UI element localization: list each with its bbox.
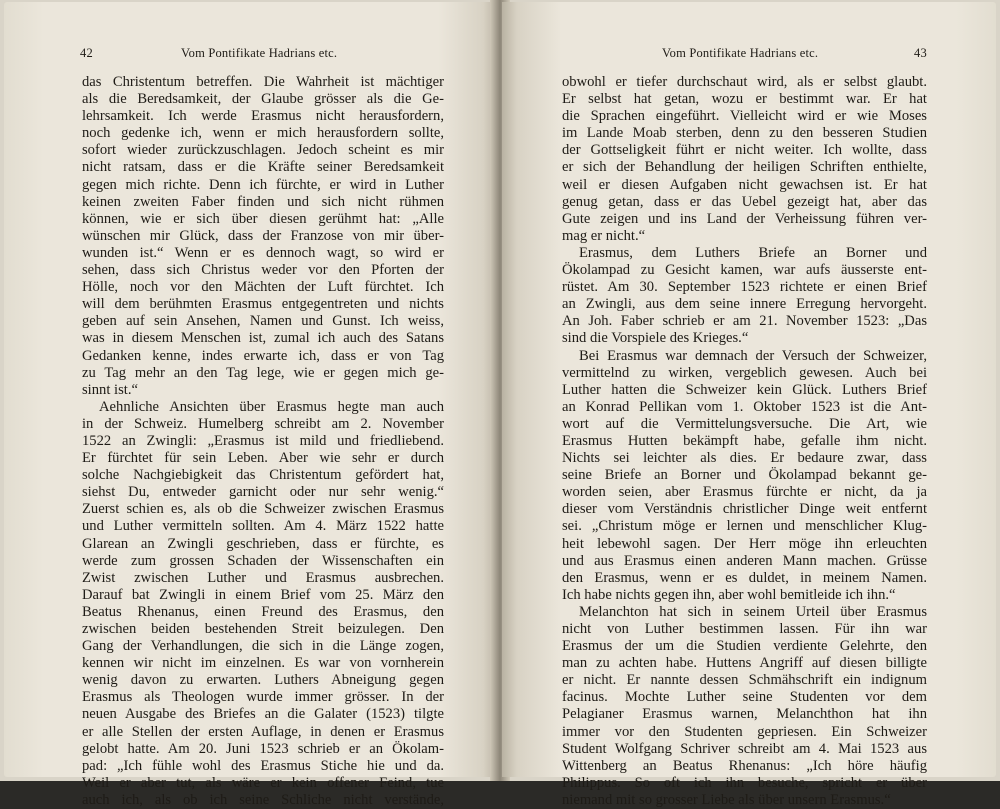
text-line: Zwist zwischen Luther und Erasmus ausbrechen. [82,569,444,586]
text-line: an Zwingli, aus dem seine innere Erregung hervorgeht. [562,296,927,313]
text-line: mag er nicht.“ [562,227,646,244]
text-line: 1522 an Zwingli: „Erasmus ist mild und friedliebend. [82,432,444,449]
page-body [82,74,444,809]
text-line: obwohl er tiefer durchschaut wird, als er selbst glaubt. [562,74,927,90]
text-line: seine Briefe an Borner und Ökolampad bekannt ge- [562,467,927,484]
text-line: im Lande Moab sterben, denn zu den besseren Studien [562,125,927,142]
text-line: genug getan, dass er das Uebel gezeigt hat, aber das [562,193,927,210]
right-page [502,2,996,808]
text-line: die Sprachen eingeführt. Vielleicht wird er wie Moses [562,108,927,125]
text-line: Student Wolfgang Schriver schreibt am 4. Mai 1523 aus [562,740,927,757]
running-head: Vom Pontifikate Hadrians etc. [662,46,819,60]
text-line: Er fürchtet für sein Leben. Aber wie sehr er durch [82,450,444,467]
text-line: gegen mich richte. Denn ich fürchte, er wird in Luther [82,176,444,193]
left-page [4,2,498,808]
text-line: wenig davon zu erwarten. Luthers Abneigung gegen [82,672,444,689]
text-line: Aehnliche Ansichten über Erasmus hegte man auch [99,398,444,415]
text-line: siehst Du, entweder garnicht oder nur sehr wenig.“ [82,484,444,501]
text-line: neuen Ausgabe des Briefes an die Galater (1523) tilgte [82,706,444,723]
text-line: wort auf die Vermittelungsversuche. Die Art, wie [562,415,927,432]
text-line: solche Nachgiebigkeit das Christentum gefördert hat, [82,467,444,484]
text-line: Glarean an Zwingli geschrieben, dass er fürchte, es [82,535,444,552]
text-line: man zu achten habe. Huttens Angriff auf diesen billigte [562,655,927,672]
text-line: lehrsamkeit. Ich werde Erasmus nicht herausfordern, [82,108,444,125]
text-line: zu Tag mehr an den Tag lege, wie er gegen mich ge- [82,364,444,381]
text-line: Er selbst hat getan, wozu er bestimmt war. Er hat [562,91,927,108]
text-line: Darauf bat Zwingli in einem Brief vom 25. März den [82,586,444,603]
text-line: zwischen beiden bestehenden Streit beizulegen. Den [82,621,444,637]
text-line: Gang der Verhandlungen, die sich in die Länge zogen, [82,638,444,655]
text-line: heit lebewohl sagen. Der Herr möge ihn erleuchten [562,535,927,552]
text-line: Nichts sei leichter als dies. Er bedaure zwar, dass [562,450,927,467]
text-line: will dem berühmten Erasmus entgegentreten und nichts [82,296,444,313]
text-line: den Erasmus, wenn er es duldet, in meinem Namen. [562,569,927,586]
text-line: wunden ist.“ Wenn er es dennoch wagt, so wird er [82,244,444,261]
text-line: noch gedenke ich, wenn er mich herausfordern sollte, [82,125,444,142]
text-line: Gute zeigen und ins Land der Verheissung führen ver- [562,210,927,227]
text-line: auch ich, als ob ich seine Schliche nicht verstände, [82,791,444,808]
text-line: werde zum grossen Schaden der Wissenschaften ein [82,552,444,569]
text-line: wünschen mir Glück, dass der Franzose von mir über- [82,227,444,244]
text-line: nicht von Luther bestimmen lassen. Für ihn war [562,621,927,637]
text-line: sinnt ist.“ [82,381,138,398]
running-head: Vom Pontifikate Hadrians etc. [181,46,338,60]
text-line: facinus. Mochte Luther seine Studenten vor dem [562,689,927,706]
text-line: in der Schweiz. Humelberg schreibt am 2. November [82,415,444,432]
text-line: können, wie er sich über diesen gerühmt hat: „Alle [82,210,444,227]
text-line: Bei Erasmus war demnach der Versuch der Schweizer, [579,347,927,364]
text-line: sehen, dass sich Christus weder vor den Pforten der [82,262,444,279]
text-line: als die Beredsamkeit, der Glaube grösser als die Ge- [82,91,444,108]
text-line: sofort wieder zurückzuschlagen. Jedoch scheint es mir [82,142,444,159]
text-line: an Konrad Pellikan vom 1. Oktober 1523 ist die Ant- [562,398,927,415]
text-line: Wittenberg an Beatus Rhenanus: „Ich höre häufig [562,757,927,774]
text-line: vermittelnd zu wirken, vergeblich gewesen. Auch bei [562,364,927,381]
text-line: sind die Vorspiele des Krieges.“ [562,330,749,347]
text-line: Erasmus Hutten bekämpft habe, gefalle ihm nicht. [562,432,927,449]
text-line: worden seien, aber Erasmus fürchte er nicht, da ja [562,484,927,501]
text-line: nicht ratsam, dass er die Kräfte seiner Beredsamkeit [82,159,444,176]
text-line: kennen wir nicht im einzelnen. Es war von vornherein [82,655,444,672]
text-line: Ökolampad zu Gesicht kamen, war aufs äusserste ent- [562,262,927,279]
text-line: rüstet. Am 30. September 1523 richtete er einen Brief [562,279,927,296]
text-line: immer vor den Studenten gepriesen. Ein Schweizer [562,723,927,740]
text-line: Philippus. So oft ich ihn besuche, spricht er über [562,774,927,791]
text-line: keinen zweiten Faber finden und sich nicht rühmen [82,193,444,210]
text-line: Melanchton hat sich in seinem Urteil über Erasmus [579,603,927,620]
text-line: gelobt hatte. Am 20. Juni 1523 schrieb er an Ökolam- [82,740,444,757]
text-line: pad: „Ich fühle wohl des Erasmus Stiche hie und da. [82,757,444,774]
text-line: er sich der Behandlung der heiligen Schriften enthielte, [562,159,927,176]
text-line: und aus Erasmus einen anderen Mann machen. Grüsse [562,552,927,569]
page-number: 42 [80,46,93,60]
text-line: Zuerst schien es, als ob die Schweizer zwischen Erasmus [82,501,444,518]
text-line: der Gottseligkeit führt er nicht weiter. Ich wollte, dass [562,142,927,159]
text-line: er alle Stellen der ersten Auflage, in denen er Erasmus [82,723,444,740]
text-line: was in diesem Menschen ist, zumal ich auch des Satans [82,330,444,347]
text-line: niemand mit so grosser Liebe als über unsern Erasmus.“ [562,791,891,808]
text-line: er nicht. Er nannte dessen Schmähschrift ein indignum [562,672,927,689]
text-line: weil er diesen Aufgaben nicht gewachsen ist. Er hat [562,176,927,193]
text-line: geben auf sein Ansehen, Namen und Gunst. Ich weiss, [82,313,444,330]
text-line: Erasmus, dem Luthers Briefe an Borner und [579,244,927,261]
page-number: 43 [914,46,927,60]
text-line: Erasmus der um die Studien verdiente Gelehrte, den [562,638,927,655]
page-body [562,74,927,809]
text-line: An Joh. Faber schrieb er am 21. November 1523: „Das [562,313,927,330]
text-line: Luther hatten die Schweizer kein Glück. Luthers Brief [562,381,927,398]
text-line: Gedanken kenne, indes erwarte ich, dass er von Tag [82,347,444,364]
text-line: Pelagianer Erasmus warnen, Melanchthon hat ihn [562,706,927,723]
text-line: und Luther vermitteln sollten. Am 4. März 1522 hatte [82,518,444,535]
text-line: das Christentum betreffen. Die Wahrheit ist mächtiger [82,74,444,90]
text-line: sei. „Christum möge er lernen und menschlicher Klug- [562,518,927,535]
text-line: Weil er aber tut, als wäre er kein offener Feind, tue [82,774,444,791]
text-line: Ich habe nichts gegen ihn, aber wohl bemitleide ich ihn.“ [562,586,896,603]
text-line: Beatus Rhenanus, einen Freund des Erasmus, den [82,603,444,620]
text-line: Erasmus als Theologen wurde immer grösser. In der [82,689,444,706]
text-line: Hölle, noch vor den Mächten der Luft fürchtet. Ich [82,279,444,296]
text-line: dieser vom Verständnis christlicher Dinge weit entfernt [562,501,927,518]
